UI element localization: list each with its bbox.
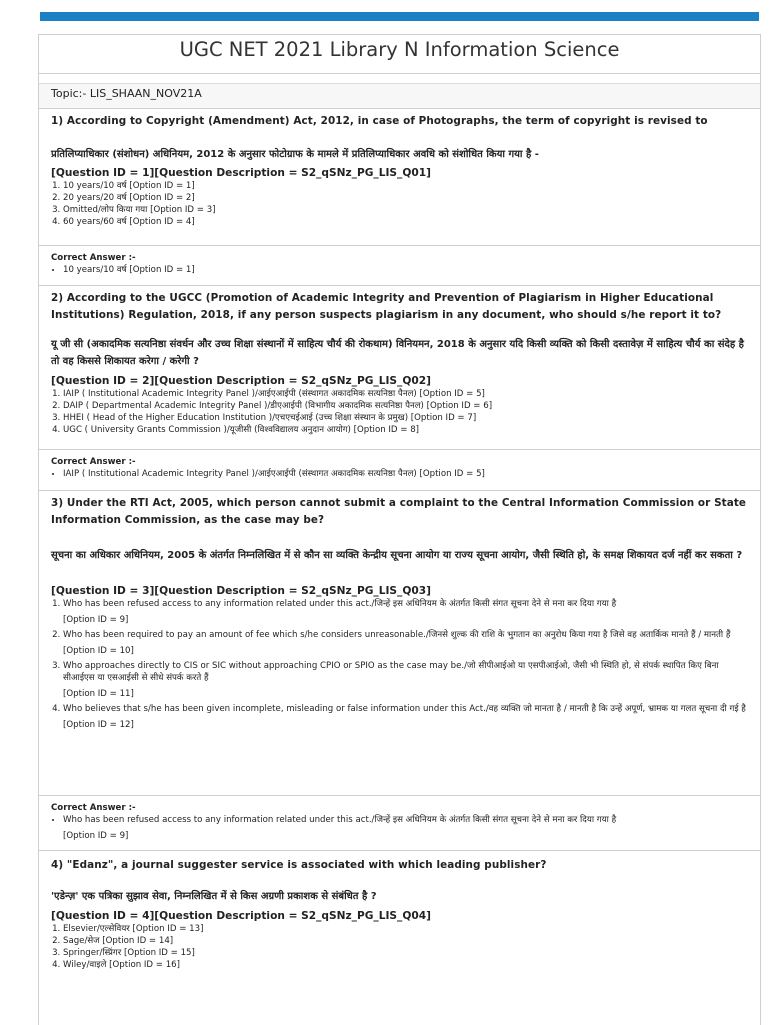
correct-answer-2 (39, 450, 760, 491)
option-text: Who has been refused access to any information related under this act./जिन्हें इस अधिनियम के अंतर्गत किसी संगत सूचना देने से मना कर दिया गया है (63, 815, 617, 825)
correct-answer-label: Correct Answer :- (51, 803, 136, 813)
option-text: Who approaches directly to CIS or SIC without approaching CPIO or SPIO as the case may be./जो सीपीआईओ या एसपीआईओ, जैसी भी स्थिति हो, से संपर्क स्थापित किए बिना सीआईएस या एसआईसी से सीधे संपर्क करते हैं (63, 661, 719, 683)
option-item: 1. 10 years/10 वर्ष [Option ID = 1] (63, 180, 748, 192)
question-text-en: 3) Under the RTI Act, 2005, which person cannot submit a complaint to the Central Information Commission or State Information Commission, as the case may be? (51, 497, 747, 526)
option-text: Who believes that s/he has been given incomplete, misleading or false information under this Act./वह व्यक्ति जो मानता है / मानती है कि उन्हें अपूर्ण, भ्रामक या गलत सूचना दी गई है (63, 704, 746, 714)
option-item: 3. Omitted/लोप किया गया [Option ID = 3] (63, 204, 748, 216)
question-paper (38, 34, 761, 1025)
question-1 (39, 109, 760, 246)
option-list (51, 388, 748, 436)
spacer-row (39, 74, 760, 84)
option-item (63, 598, 748, 626)
correct-answer-label: Correct Answer :- (51, 253, 136, 263)
page-title: UGC NET 2021 Library N Information Science (39, 35, 760, 74)
question-3 (39, 491, 760, 796)
question-text-en: 2) According to the UGCC (Promotion of Academic Integrity and Prevention of Plagiarism in Higher Educational Institutions) Regulation, 2018, if any person suspects plagiarism in any document, who should s/he report it to? (51, 292, 722, 321)
correct-answer-3 (39, 796, 760, 851)
option-item: 2. DAIP ( Departmental Academic Integrity Panel )/डीएआईपी (विभागीय अकादमिक सत्यनिष्ठा पैनल) [Option ID = 6] (63, 400, 748, 412)
correct-answer-1 (39, 246, 760, 286)
correct-answer-item: • 10 years/10 वर्ष [Option ID = 1] (63, 264, 748, 276)
option-id: [Option ID = 10] (63, 646, 134, 656)
option-item (63, 703, 748, 731)
option-item: 4. UGC ( University Grants Commission )/यूजीसी (विश्वविद्यालय अनुदान आयोग) [Option ID = 8] (63, 424, 748, 436)
option-item: 2. 20 years/20 वर्ष [Option ID = 2] (63, 192, 748, 204)
option-item: 1. Elsevier/एल्सेवियर [Option ID = 13] (63, 923, 748, 935)
correct-answer-list (51, 468, 748, 480)
option-id: [Option ID = 9] (63, 615, 129, 625)
option-item: 2. Sage/सेज [Option ID = 14] (63, 935, 748, 947)
option-item: 1. IAIP ( Institutional Academic Integrity Panel )/आईएआईपी (संस्थागत अकादमिक सत्यनिष्ठा पैनल) [Option ID = 5] (63, 388, 748, 400)
question-text-en: 4) "Edanz", a journal suggester service is associated with which leading publisher? (51, 859, 547, 871)
question-text-hi: प्रतिलिप्याधिकार (संशोधन) अधिनियम, 2012 के अनुसार फोटोग्राफ के मामले में प्रतिलिप्याधिकार अवधि को संशोधित किया गया है - (51, 149, 539, 160)
question-id: [Question ID = 4][Question Description = S2_qSNz_PG_LIS_Q04] (51, 910, 431, 922)
option-list (51, 598, 748, 731)
question-id: [Question ID = 2][Question Description = S2_qSNz_PG_LIS_Q02] (51, 375, 431, 387)
top-accent-bar (40, 12, 759, 21)
question-id: [Question ID = 1][Question Description = S2_qSNz_PG_LIS_Q01] (51, 167, 431, 179)
question-2 (39, 286, 760, 450)
correct-answer-list (51, 814, 748, 842)
correct-answer-item (63, 814, 748, 842)
option-id: [Option ID = 9] (63, 831, 129, 841)
option-id: [Option ID = 12] (63, 720, 134, 730)
option-item: 4. 60 years/60 वर्ष [Option ID = 4] (63, 216, 748, 228)
option-list (51, 180, 748, 228)
question-id: [Question ID = 3][Question Description = S2_qSNz_PG_LIS_Q03] (51, 585, 431, 597)
question-4 (39, 851, 760, 971)
option-text: Who has been refused access to any information related under this act./जिन्हें इस अधिनियम के अंतर्गत किसी संगत सूचना देने से मना कर दिया गया है (63, 599, 617, 609)
question-text-hi: सूचना का अधिकार अधिनियम, 2005 के अंतर्गत निम्नलिखित में से कौन सा व्यक्ति केन्द्रीय सूचना आयोग या राज्य सूचना आयोग, जैसी स्थिति हो, के समक्ष शिकायत दर्ज नहीं कर सकता ? (51, 550, 743, 561)
question-text-hi: यू जी सी (अकादमिक सत्यनिष्ठा संवर्धन और उच्च शिक्षा संस्थानों में साहित्य चौर्य की रोकथाम) विनियमन, 2018 के अनुसार यदि किसी व्यक्ति को किसी दस्तावेज़ में साहित्य चौर्य का संदेह है तो वह किससे शिकायत करेगा / करेगी ? (51, 339, 744, 367)
question-text-en: 1) According to Copyright (Amendment) Act, 2012, in case of Photographs, the term of copyright is revised to (51, 115, 708, 127)
topic-label: Topic:- LIS_SHAAN_NOV21A (39, 84, 760, 109)
option-item (63, 660, 748, 700)
option-item: 3. HHEI ( Head of the Higher Education Institution )/एचएचईआई (उच्च शिक्षा संस्थान के प्रमुख) [Option ID = 7] (63, 412, 748, 424)
option-list (51, 923, 748, 971)
option-item: 4. Wiley/वाइले [Option ID = 16] (63, 959, 748, 971)
option-item: 3. Springer/स्प्रिंगर [Option ID = 15] (63, 947, 748, 959)
option-text: Who has been required to pay an amount of fee which s/he considers unreasonable./जिनसे शुल्क की राशि के भुगतान का अनुरोध किया गया है जिसे वह अतार्किक मानते हैं / मानती हैं (63, 630, 731, 640)
option-id: [Option ID = 11] (63, 689, 134, 699)
correct-answer-list (51, 264, 748, 276)
correct-answer-label: Correct Answer :- (51, 457, 136, 467)
option-item (63, 629, 748, 657)
question-text-hi: 'एडेन्ज़' एक पत्रिका सुझाव सेवा, निम्नलिखित में से किस अग्रणी प्रकाशक से संबंधित है ? (51, 891, 377, 902)
correct-answer-item: • IAIP ( Institutional Academic Integrity Panel )/आईएआईपी (संस्थागत अकादमिक सत्यनिष्ठा पैनल) [Option ID = 5] (63, 468, 748, 480)
